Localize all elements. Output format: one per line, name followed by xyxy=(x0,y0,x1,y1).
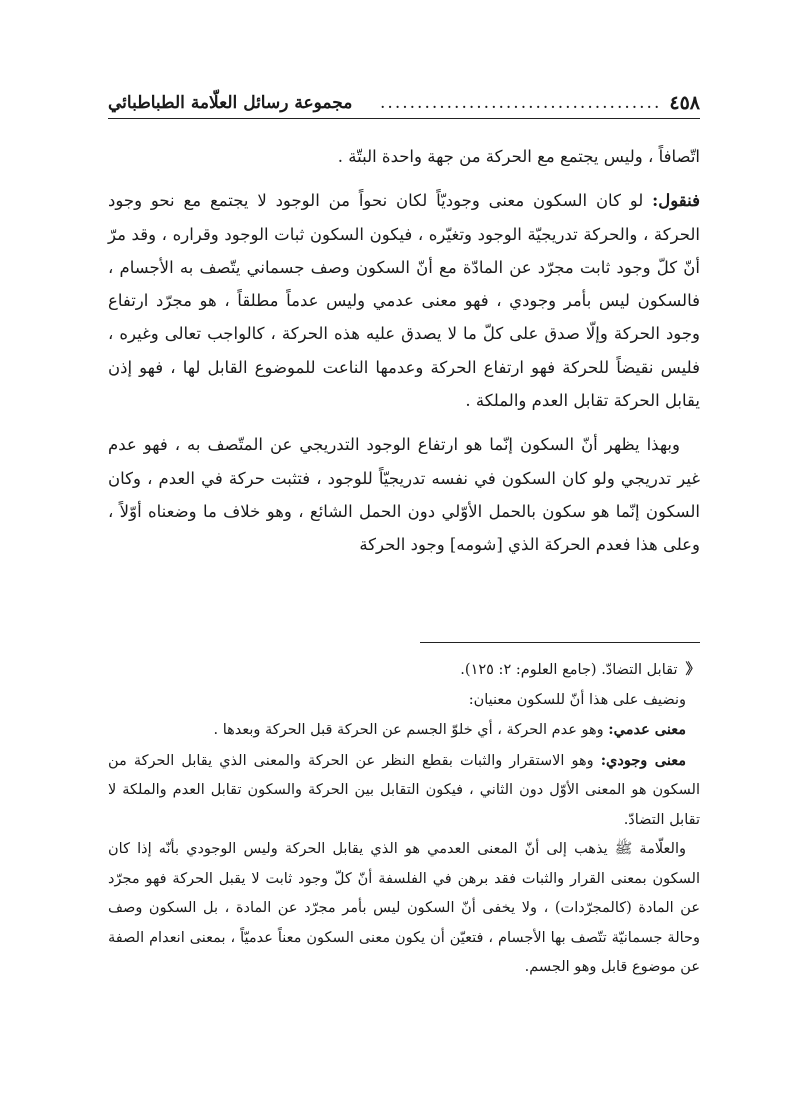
footnote-marker: 《 xyxy=(685,661,700,678)
footnote-5: والعلّامة ﷺ يذهب إلى أنّ المعنى العدمي هو الذي يقابل الحركة وليس الوجودي بأنّه إذا كان السكون بمعنى القرار والثبات فقد برهن في الفلسفة أنّ كلّ وجود ثابت لا يقبل الحركة فهو مجرّد عن المادة (كالمجرّدات) ، ولا يخفى أنّ السكون ليس بأمر مجرّد عن المادة ، بل السكون وصف وحالة جسمانيّة تتّصف بها الأجسام ، فتعيّن أن يكون معنى السكون معناً عدميّاً ، بمعنى انعدام الصفة عن موضوع قابل وهو الجسم. xyxy=(108,841,700,975)
footnote-3-text: وهو عدم الحركة ، أي خلوّ الجسم عن الحركة قبل الحركة وبعدها . xyxy=(213,722,609,738)
running-header xyxy=(108,88,700,119)
paragraph-1: اتّصافاً ، وليس يجتمع مع الحركة من جهة واحدة البتّة . xyxy=(337,147,700,166)
footnote-4 xyxy=(108,746,700,836)
paragraph-2-lead: فنقول: xyxy=(652,191,700,211)
book-title: مجموعة رسائل العلّامة الطباطبائي xyxy=(108,93,353,113)
footnote-3-lead: معنى عدمي: xyxy=(608,721,686,738)
paragraph-3: وبهذا يظهر أنّ السكون إنّما هو ارتفاع الوجود التدريجي عن المتّصف به ، فهو عدم غير تدريجي ولو كان السكون في نفسه تدريجيّاً للوجود ، فتثبت حركة في العدم ، وكان السكون إنّما هو سكون بالحمل الأوّلي دون الحمل الشائع ، وهو خلاف ما وضعناه أوّلاً ، وعلى هذا فعدم الحركة الذي [شومه] وجود الحركة xyxy=(108,435,700,555)
footnote-3 xyxy=(108,715,700,746)
footnote-1-text: تقابل التضادّ. (جامع العلوم: ٢: ١٢٥). xyxy=(460,662,678,678)
paragraph-2-text: لو كان السكون معنى وجوديّاً لكان نحواً من الوجود لا يجتمع مع نحو وجود الحركة ، والحركة تدريجيّة الوجود وتغيّره ، فيكون السكون ثبات الوجود وقراره ، وقد مرّ أنّ كلّ وجود ثابت مجرّد عن المادّة مع أنّ السكون وصف جسماني يتّصف به الأجسام ، فالسكون ليس بأمر وجودي ، فهو معنى عدمي وليس عدماً مطلقاً ، هو مجرّد ارتفاع وجود الحركة وإلّا صدق على كلّ ما لا يصدق عليه هذه الحركة ، كالواجب تعالى وغيره ، فليس نقيضاً للحركة فهو ارتفاع الحركة وعدمها الناعت للموضوع القابل لها ، فهو إذن يقابل الحركة تقابل العدم والملكة . xyxy=(108,191,700,411)
footnote-1 xyxy=(108,655,700,686)
footnotes xyxy=(108,655,700,983)
page-number: ٤٥٨ xyxy=(669,92,700,114)
main-text xyxy=(108,140,700,573)
footnote-4-text: وهو الاستقرار والثبات بقطع النظر عن الحركة والمعنى الذي يقابل الحركة من السكون هو المعنى الأوّل دون الثاني ، فيكون التقابل بين الحركة والسكون تقابل العدم والملكة لا تقابل التضادّ. xyxy=(108,752,700,828)
footnote-separator xyxy=(420,642,700,643)
footnote-4-lead: معنى وجودي: xyxy=(600,751,686,769)
header-leader-dots: ...................................... xyxy=(380,93,662,113)
footnote-2: ونضيف على هذا أنّ للسكون معنيان: xyxy=(468,691,686,708)
paragraph-2 xyxy=(108,184,700,417)
